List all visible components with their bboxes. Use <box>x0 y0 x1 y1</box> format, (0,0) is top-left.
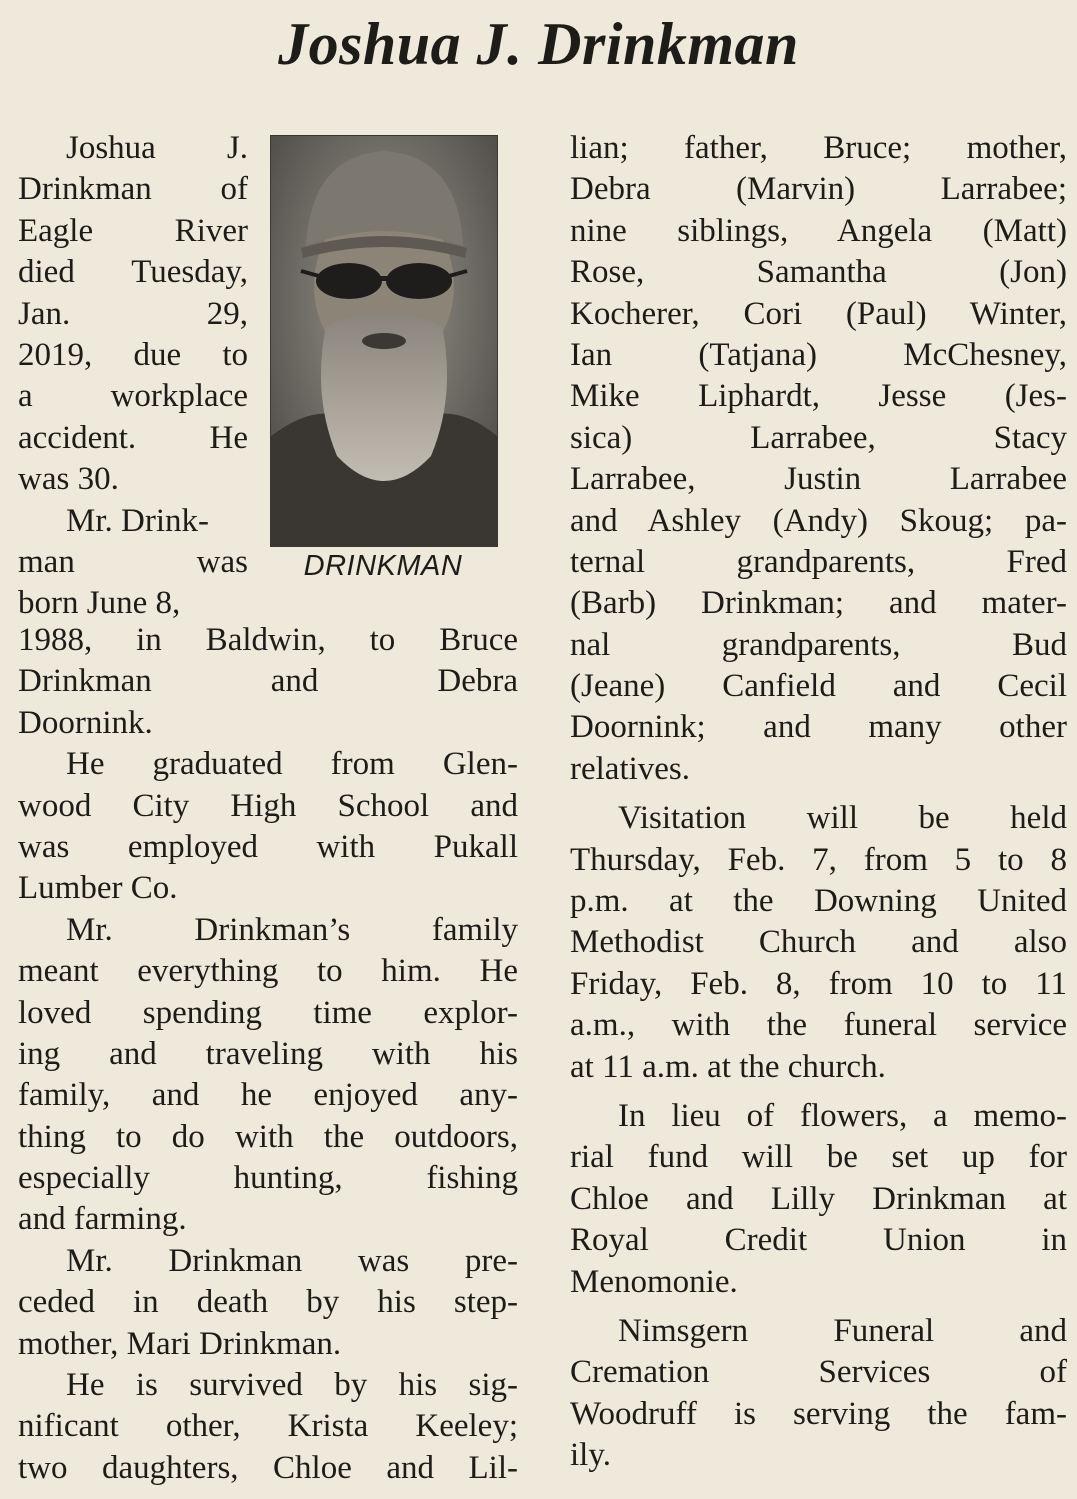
text-line: nificant other, Krista Keeley; <box>18 1408 518 1445</box>
text-line: Methodist Church and also <box>570 924 1067 961</box>
text-line: a workplace <box>18 378 248 415</box>
text-line: He graduated from Glen- <box>66 746 518 783</box>
text-line: two daughters, Chloe and Lil- <box>18 1449 518 1486</box>
text-line: 2019, due to <box>18 336 248 373</box>
text-line: Doornink; and many other <box>570 709 1067 746</box>
left-column-bottom <box>18 620 518 1489</box>
text-line: wood City High School and <box>18 787 518 824</box>
text-line: man was <box>18 543 248 580</box>
text-line: Larrabee, Justin Larrabee <box>570 461 1067 498</box>
text-line: Mr. Drink- <box>66 502 209 539</box>
text-line: Chloe and Lilly Drinkman at <box>570 1180 1067 1217</box>
text-line: and farming. <box>18 1201 187 1238</box>
text-line: accident. He <box>18 419 248 456</box>
text-line: family, and he enjoyed any- <box>18 1077 518 1114</box>
text-line: Visitation will be held <box>618 800 1067 837</box>
text-line: a.m., with the funeral service <box>570 1007 1067 1044</box>
text-line: Menomonie. <box>570 1263 738 1300</box>
text-line: Ian (Tatjana) McChesney, <box>570 336 1067 373</box>
left-column-top <box>18 128 248 625</box>
text-line: Debra (Marvin) Larrabee; <box>570 171 1067 208</box>
text-line: Joshua J. <box>66 130 248 166</box>
obituary-title: Joshua J. Drinkman <box>278 11 799 77</box>
text-line: Drinkman of <box>18 171 248 208</box>
text-line: died Tuesday, <box>18 254 248 291</box>
text-line: Mike Liphardt, Jesse (Jes- <box>570 378 1067 415</box>
text-line: Woodruff is serving the fam- <box>570 1395 1067 1432</box>
text-line: rial fund will be set up for <box>570 1139 1067 1176</box>
text-line: Friday, Feb. 8, from 10 to 11 <box>570 965 1067 1002</box>
text-line: Mr. Drinkman’s family <box>66 911 518 948</box>
text-line: Drinkman and Debra <box>18 663 518 700</box>
text-line: Cremation Services of <box>570 1354 1067 1391</box>
text-line: Nimsgern Funeral and <box>618 1312 1067 1349</box>
text-line: ternal grandparents, Fred <box>570 543 1067 580</box>
text-line: especially hunting, fishing <box>18 1160 518 1197</box>
text-line: ing and traveling with his <box>18 1035 518 1072</box>
text-line: meant everything to him. He <box>18 953 518 990</box>
text-line: Thursday, Feb. 7, from 5 to 8 <box>570 841 1067 878</box>
text-line: relatives. <box>570 750 691 787</box>
photo-caption: DRINKMAN <box>303 550 463 582</box>
text-line: Doornink. <box>18 704 153 741</box>
text-line: (Jeane) Canfield and Cecil <box>570 668 1067 705</box>
right-column <box>570 128 1067 1477</box>
text-line: 1988, in Baldwin, to Bruce <box>18 622 518 658</box>
text-line: Lumber Co. <box>18 870 178 907</box>
text-line: loved spending time explor- <box>18 994 518 1031</box>
text-line: Eagle River <box>18 212 248 249</box>
text-line: Jan. 29, <box>18 295 248 332</box>
text-line: Kocherer, Cori (Paul) Winter, <box>570 295 1067 332</box>
text-line: Rose, Samantha (Jon) <box>570 254 1067 291</box>
text-line: and Ashley (Andy) Skoug; pa- <box>570 502 1067 539</box>
text-line: lian; father, Bruce; mother, <box>570 130 1067 166</box>
portrait-photo <box>270 135 498 547</box>
text-line: Royal Credit Union in <box>570 1222 1067 1259</box>
text-line: was 30. <box>18 461 119 498</box>
text-line: ily. <box>570 1437 611 1474</box>
text-line: Mr. Drinkman was pre- <box>66 1242 518 1279</box>
text-line: In lieu of flowers, a memo- <box>618 1097 1067 1134</box>
text-line: at 11 a.m. at the church. <box>570 1048 886 1085</box>
portrait-illustration <box>271 136 497 546</box>
text-line: ceded in death by his step- <box>18 1284 518 1321</box>
text-line: nal grandparents, Bud <box>570 626 1067 663</box>
text-line: sica) Larrabee, Stacy <box>570 419 1067 456</box>
text-line: born June 8, <box>18 585 181 622</box>
text-line: was employed with Pukall <box>18 828 518 865</box>
text-line: He is survived by his sig- <box>66 1367 518 1404</box>
text-line: (Barb) Drinkman; and mater- <box>570 585 1067 622</box>
text-line: p.m. at the Downing United <box>570 883 1067 920</box>
text-line: mother, Mari Drinkman. <box>18 1325 342 1362</box>
text-line: nine siblings, Angela (Matt) <box>570 212 1067 249</box>
text-line: thing to do with the outdoors, <box>18 1118 518 1155</box>
